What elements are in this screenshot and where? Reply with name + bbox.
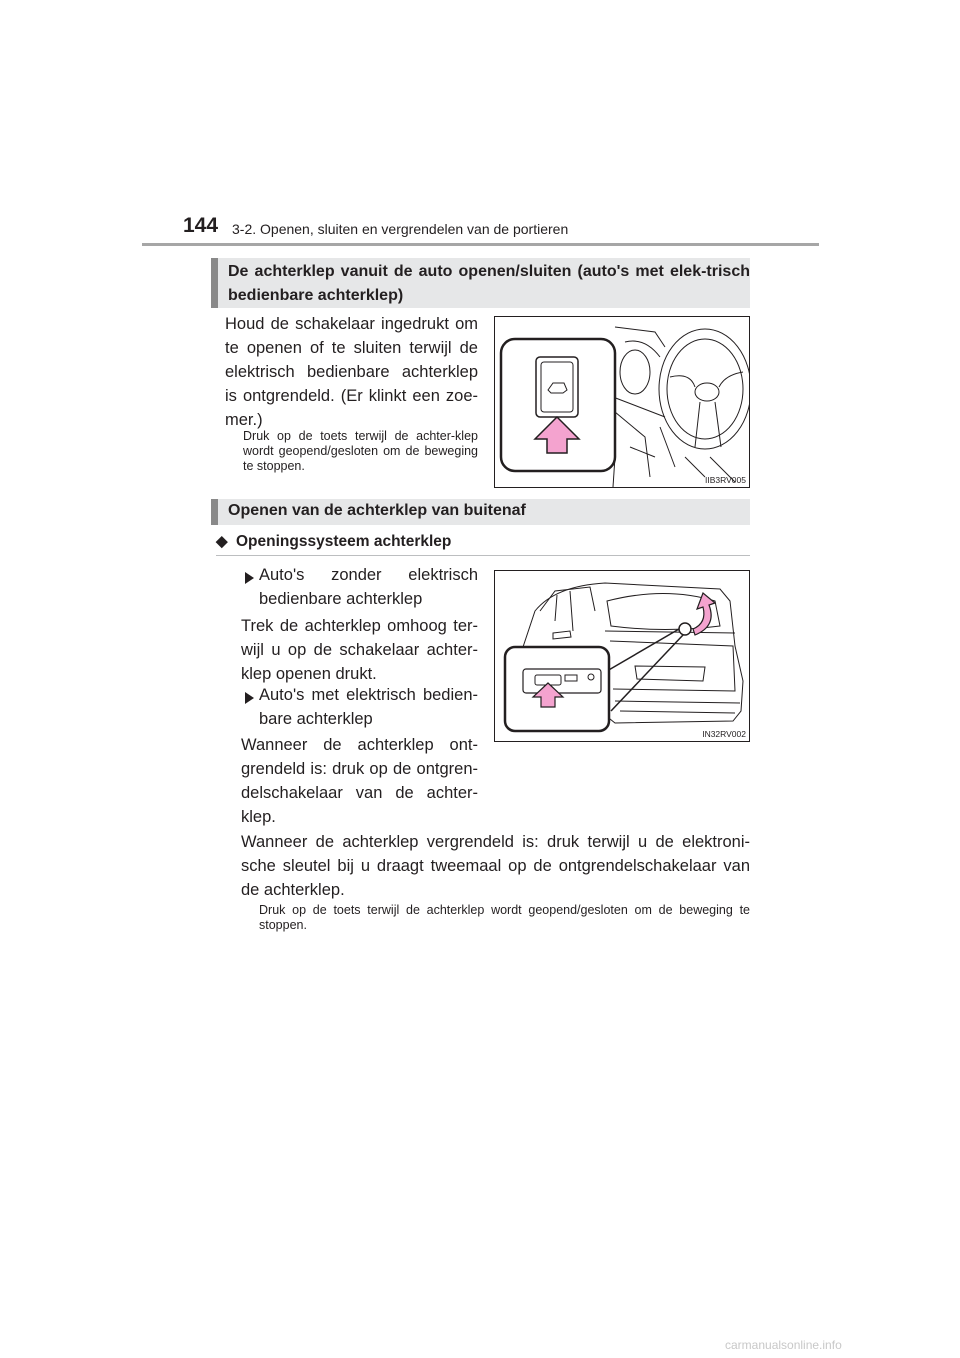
bullet-no-power-tailgate: Auto's zonder elektrisch bedienbare achterklep [259,566,478,608]
figure-code: IN32RV002 [702,729,746,739]
para-unlocked: Wanneer de achterklep ont-grendeld is: druk op de ontgren-delschakelaar van de achter-klep. [241,736,478,826]
diamond-bullet-icon: ◆ [216,533,228,550]
rear-tailgate-figure [494,570,750,742]
section1-note: Druk op de toets terwijl de achter-klep wordt geopend/gesloten om de beweging te stoppen. [243,429,478,473]
subheading-text: Openingssysteem achterklep [236,533,452,550]
header-rule [142,243,819,246]
section-heading-inside-open: De achterklep vanuit de auto openen/sluiten (auto's met elek-trisch bedienbare achterklep) [211,258,750,308]
dashboard-switch-figure [494,316,750,488]
triangle-bullet-icon [245,572,254,584]
section-heading-outside-open: Openen van de achterklep van buitenaf [211,499,750,525]
rear-car-illustration [495,571,749,741]
footer-watermark: carmanualsonline.info [725,1338,842,1352]
section1-body: Houd de schakelaar ingedrukt om te openen of te sluiten terwijl de elektrisch bedienbare achterklep is ontgrendeld. (Er klinkt een zoe-mer.) [225,315,478,429]
figure-code: IIB3RV005 [705,475,746,485]
chapter-title: 3-2. Openen, sluiten en vergrendelen van de portieren [232,221,569,237]
para-locked: Wanneer de achterklep vergrendeld is: druk terwijl u de elektroni-sche sleutel bij u draagt tweemaal op de ontgrendelschakelaar van de achterklep. [241,833,750,899]
dashboard-illustration [495,317,749,487]
subheading-opening-system [216,531,750,556]
bullet-power-tailgate: Auto's met elektrisch bedien-bare achterklep [259,686,478,728]
para-pull-up-tailgate: Trek de achterklep omhoog ter-wijl u op de schakelaar achter-klep openen drukt. [241,617,478,683]
triangle-bullet-icon [245,692,254,704]
section2-note: Druk op de toets terwijl de achterklep wordt geopend/gesloten om de beweging te stoppen. [259,903,750,932]
page-number: 144 [183,214,219,237]
